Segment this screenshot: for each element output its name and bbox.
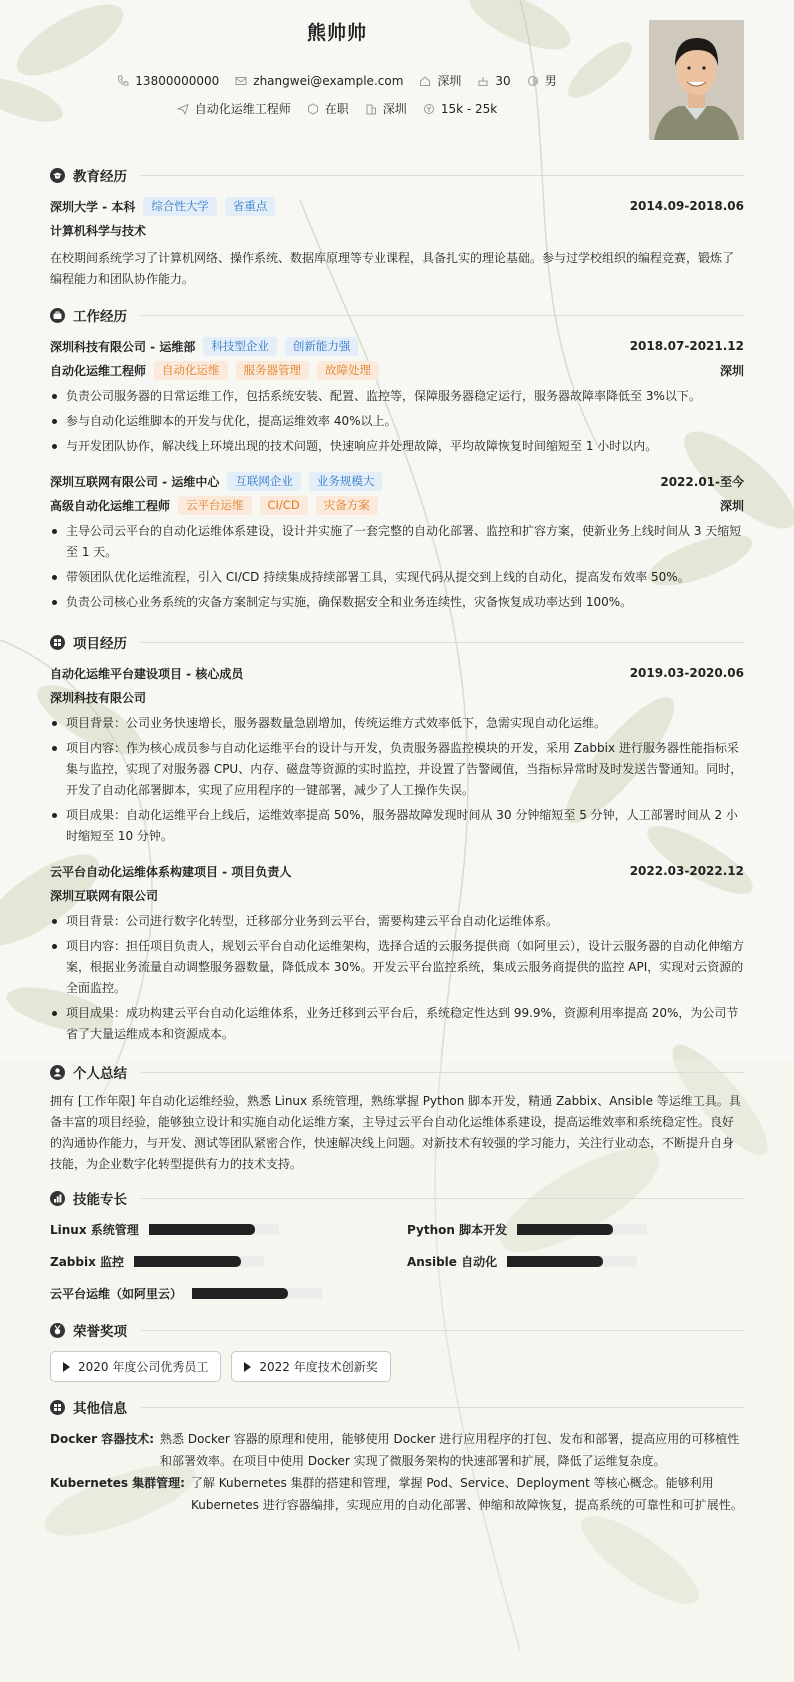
resume-header — [50, 14, 744, 164]
list-item: 项目内容：作为核心成员参与自动化运维平台的设计与开发，负责服务器监控模块的开发，采用 Zabbix 进行服务器性能指标采集与监控，实现了对服务器 CPU、内存、磁盘等资源的实时监控，并设置了告警阈值，当指标异常时及时发送告警通知。同时，开发了自动化部署脚本，实现了应用程序的一键部署，减少了人工操作失误。 — [50, 738, 744, 801]
project-company-row — [50, 685, 744, 709]
company-tag: 业务规模大 — [309, 472, 383, 491]
divider — [141, 642, 744, 643]
project-row — [50, 859, 744, 883]
work-title: 工作经历 — [73, 309, 127, 325]
education-row — [50, 194, 744, 218]
phone-icon — [117, 75, 129, 87]
info-icon — [50, 1400, 65, 1415]
status-text: 在职 — [324, 102, 349, 116]
money-icon — [423, 103, 435, 115]
project-bullets — [50, 713, 744, 847]
work-entry — [50, 469, 744, 613]
other-item — [50, 1428, 744, 1472]
salary-item — [423, 100, 497, 117]
skill-bar — [134, 1256, 264, 1267]
award-item — [231, 1351, 390, 1382]
building-icon — [365, 103, 377, 115]
location-item — [419, 72, 461, 89]
mail-icon — [235, 75, 247, 87]
other-value: 熟悉 Docker 容器的原理和使用，能够使用 Docker 进行应用程序的打包、发布和部署，提高应用的可移植性和部署效率。在项目中使用 Docker 实现了微服务架构的快速部署和扩展，降低了运维复杂度。 — [160, 1432, 740, 1468]
city-text: 深圳 — [382, 102, 407, 116]
project-title: 项目经历 — [73, 636, 127, 652]
other-value: 了解 Kubernetes 集群的搭建和管理，掌握 Pod、Service、Deployment 等核心概念。能够利用 Kubernetes 进行容器编排，实现应用的自动化部署、伸缩和故障恢复，提高系统的可靠性和可扩展性。 — [190, 1476, 743, 1512]
awards-section — [50, 1319, 744, 1382]
age-item — [477, 72, 510, 89]
skill-bar — [517, 1224, 647, 1235]
project-company: 深圳互联网有限公司 — [50, 888, 159, 903]
other-heading — [50, 1396, 744, 1418]
company-tag: 创新能力强 — [285, 337, 359, 356]
email-item — [235, 72, 403, 89]
other-key: Kubernetes 集群管理: — [50, 1476, 185, 1490]
email-text: zhangwei@example.com — [253, 73, 404, 88]
play-icon — [244, 1362, 251, 1372]
skill-bar — [149, 1224, 279, 1235]
award-text: 2020 年度公司优秀员工 — [78, 1360, 209, 1374]
project-heading — [50, 631, 744, 653]
company-row — [50, 334, 744, 358]
other-title: 其他信息 — [73, 1401, 127, 1417]
list-item: 参与自动化运维脚本的开发与优化，提高运维效率 40%以上。 — [50, 411, 744, 432]
list-item: 负责公司核心业务系统的灾备方案制定与实施，确保数据安全和业务连续性，灾备恢复成功率达到 100%。 — [50, 592, 744, 613]
project-entry — [50, 859, 744, 1045]
briefcase-icon — [50, 308, 65, 323]
skill-name: Linux 系统管理 — [50, 1222, 139, 1237]
school-tag: 省重点 — [225, 197, 276, 216]
skill-item — [50, 1283, 387, 1303]
avatar-photo — [649, 20, 744, 140]
school-tag: 综合性大学 — [143, 197, 217, 216]
gender-text: 男 — [544, 74, 557, 88]
work-date: 2018.07-2021.12 — [629, 339, 744, 353]
paper-plane-icon — [177, 103, 189, 115]
skills-title: 技能专长 — [73, 1192, 127, 1208]
other-section — [50, 1396, 744, 1516]
education-title: 教育经历 — [73, 169, 127, 185]
company-name: 深圳互联网有限公司 - 运维中心 — [50, 474, 220, 489]
location-text: 深圳 — [437, 74, 462, 88]
role-name: 自动化运维工程师 — [50, 363, 147, 378]
list-item: 与开发团队协作，解决线上环境出现的技术问题，快速响应并处理故障，平均故障恢复时间缩短至 1 小时以内。 — [50, 436, 744, 457]
role-tag: 云平台运维 — [178, 496, 252, 515]
work-bullets — [50, 386, 744, 457]
other-item — [50, 1472, 744, 1516]
project-date: 2019.03-2020.06 — [629, 666, 744, 680]
job-intent-row — [50, 100, 624, 117]
project-date: 2022.03-2022.12 — [629, 864, 744, 878]
work-section — [50, 304, 744, 613]
role-row — [50, 358, 744, 382]
project-entry — [50, 661, 744, 847]
summary-section — [50, 1061, 744, 1175]
person-icon — [50, 1065, 65, 1080]
contact-row — [50, 72, 624, 89]
salary-text: 15k - 25k — [440, 101, 498, 116]
home-icon — [419, 75, 431, 87]
role-row — [50, 493, 744, 517]
graduation-cap-icon — [50, 168, 65, 183]
grid-icon — [50, 635, 65, 650]
skill-item — [407, 1251, 744, 1271]
role-name: 高级自动化运维工程师 — [50, 498, 171, 513]
phone-item — [117, 72, 219, 89]
project-name: 自动化运维平台建设项目 - 核心成员 — [50, 666, 244, 681]
awards-list — [50, 1351, 744, 1382]
divider — [141, 315, 744, 316]
list-item: 项目成果：自动化运维平台上线后，运维效率提高 50%，服务器故障发现时间从 30 分钟缩短至 5 分钟，人工部署时间从 2 小时缩短至 10 分钟。 — [50, 805, 744, 847]
project-bullets — [50, 911, 744, 1045]
education-date: 2014.09-2018.06 — [629, 199, 744, 213]
skill-name: Ansible 自动化 — [407, 1254, 498, 1269]
work-city: 深圳 — [719, 498, 744, 513]
candidate-name: 熊帅帅 — [306, 22, 367, 44]
medal-icon — [50, 1323, 65, 1338]
divider — [141, 175, 744, 176]
role-tag: 故障处理 — [317, 361, 379, 380]
role-tag: CI/CD — [260, 496, 308, 515]
list-item: 主导公司云平台的自动化运维体系建设，设计并实施了一套完整的自动化部署、监控和扩容方案，使新业务上线时间从 3 天缩短至 1 天。 — [50, 521, 744, 563]
status-icon — [307, 103, 319, 115]
skill-item — [50, 1251, 387, 1271]
company-row — [50, 469, 744, 493]
divider — [141, 1407, 744, 1408]
divider — [141, 1072, 744, 1073]
skill-bar — [507, 1256, 637, 1267]
company-name: 深圳科技有限公司 - 运维部 — [50, 339, 196, 354]
company-tag: 科技型企业 — [203, 337, 277, 356]
skills-heading — [50, 1187, 744, 1209]
skill-name: Zabbix 监控 — [50, 1254, 125, 1269]
work-bullets — [50, 521, 744, 613]
list-item: 项目背景：公司业务快速增长，服务器数量急剧增加，传统运维方式效率低下，急需实现自动化运维。 — [50, 713, 744, 734]
major-row — [50, 218, 744, 242]
education-description: 在校期间系统学习了计算机网络、操作系统、数据库原理等专业课程，具备扎实的理论基础。参与过学校组织的编程竞赛，锻炼了编程能力和团队协作能力。 — [50, 251, 735, 286]
awards-heading — [50, 1319, 744, 1341]
summary-title: 个人总结 — [73, 1066, 127, 1082]
school-name: 深圳大学 - 本科 — [50, 199, 136, 214]
bar-chart-icon — [50, 1191, 65, 1206]
work-entry — [50, 334, 744, 457]
project-name: 云平台自动化运维体系构建项目 - 项目负责人 — [50, 864, 292, 879]
project-company: 深圳科技有限公司 — [50, 690, 147, 705]
work-city: 深圳 — [719, 363, 744, 378]
summary-text: 拥有 [工作年限] 年自动化运维经验，熟悉 Linux 系统管理，熟练掌握 Python 脚本开发，精通 Zabbix、Ansible 等运维工具。具备丰富的项目经验，能够独立设计和实施自动化运维方案，主导过云平台自动化运维体系建设，提高运维效率和系统稳定性。良好的沟通协作能力，与开发、测试等团队紧密合作，快速解决线上问题。对新技术有较强的学习能力，关注行业动态，不断提升自身技能，为企业数字化转型提供有力的技术支持。 — [50, 1094, 741, 1171]
skill-name: Python 脚本开发 — [407, 1222, 508, 1237]
project-row — [50, 661, 744, 685]
phone-text: 13800000000 — [135, 73, 220, 88]
role-tag: 灾备方案 — [316, 496, 378, 515]
job-title-text: 自动化运维工程师 — [194, 102, 291, 116]
award-text: 2022 年度技术创新奖 — [259, 1360, 378, 1374]
project-section — [50, 631, 744, 1045]
divider — [141, 1330, 744, 1331]
awards-title: 荣誉奖项 — [73, 1324, 127, 1340]
list-item: 负责公司服务器的日常运维工作，包括系统安装、配置、监控等，保障服务器稳定运行，服务器故障率降低至 3%以下。 — [50, 386, 744, 407]
divider — [141, 1198, 744, 1199]
work-heading — [50, 304, 744, 326]
cake-icon — [477, 75, 489, 87]
skills-grid — [50, 1219, 744, 1303]
age-text: 30 — [495, 73, 511, 88]
work-date: 2022.01-至今 — [660, 474, 744, 489]
skill-name: 云平台运维（如阿里云） — [50, 1286, 183, 1301]
city-item — [365, 100, 407, 117]
list-item: 项目成果：成功构建云平台自动化运维体系，业务迁移到云平台后，系统稳定性达到 99.9%，资源利用率提高 20%，为公司节省了大量运维成本和资源成本。 — [50, 1003, 744, 1045]
project-company-row — [50, 883, 744, 907]
role-tag: 服务器管理 — [236, 361, 310, 380]
play-icon — [63, 1362, 70, 1372]
list-item: 带领团队优化运维流程，引入 CI/CD 持续集成持续部署工具，实现代码从提交到上线的自动化，提高发布效率 50%。 — [50, 567, 744, 588]
role-tag: 自动化运维 — [154, 361, 228, 380]
education-section — [50, 164, 744, 290]
list-item: 项目背景：公司进行数字化转型，迁移部分业务到云平台，需要构建云平台自动化运维体系。 — [50, 911, 744, 932]
skill-item — [50, 1219, 387, 1239]
skill-item — [407, 1219, 744, 1239]
skill-bar — [192, 1288, 322, 1299]
other-key: Docker 容器技术: — [50, 1432, 155, 1446]
skills-section — [50, 1187, 744, 1303]
education-heading — [50, 164, 744, 186]
status-item — [307, 100, 349, 117]
award-item — [50, 1351, 221, 1382]
gender-item — [527, 72, 557, 89]
company-tag: 互联网企业 — [227, 472, 301, 491]
gender-icon — [527, 75, 539, 87]
summary-heading — [50, 1061, 744, 1083]
major-name: 计算机科学与技术 — [50, 223, 147, 238]
list-item: 项目内容：担任项目负责人，规划云平台自动化运维架构，选择合适的云服务提供商（如阿里云），设计云服务器的自动化伸缩方案，根据业务流量自动调整服务器数量，降低成本 30%。开发云平台监控系统，集成云服务商提供的监控 API，实现对云资源的全面监控。 — [50, 936, 744, 999]
job-title-item — [177, 100, 291, 117]
